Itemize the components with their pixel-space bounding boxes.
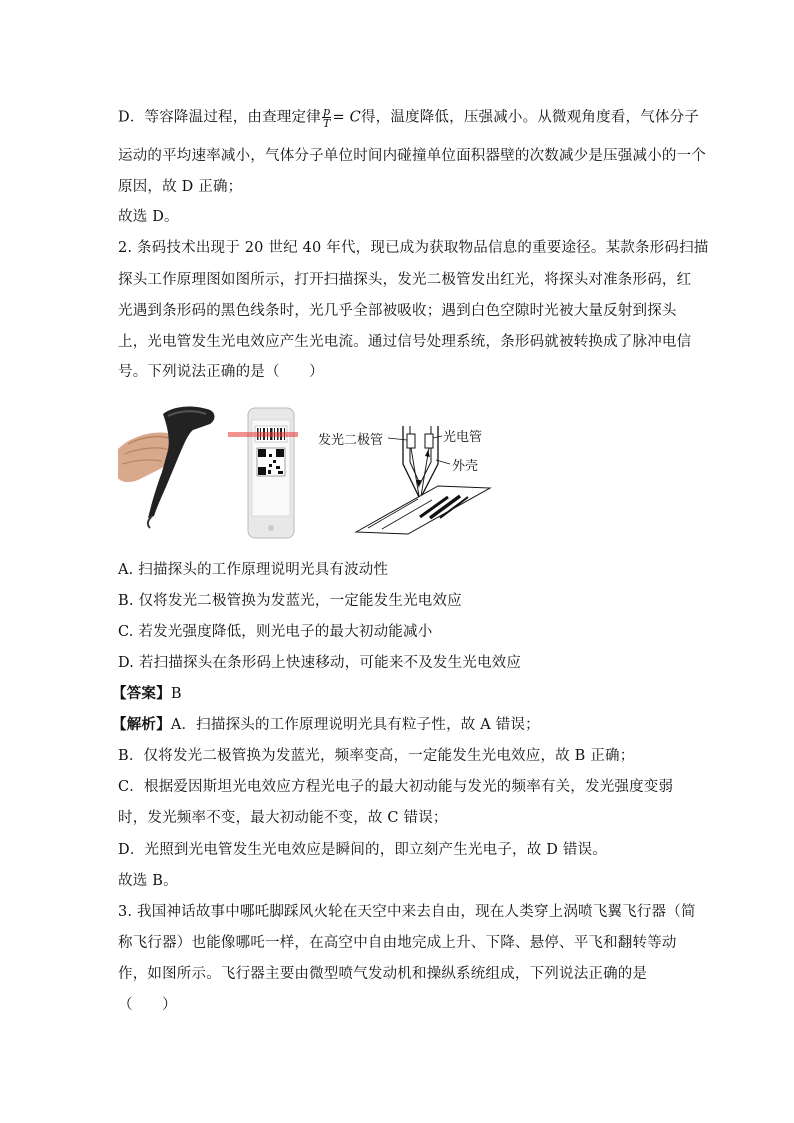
q2-analysis-line-3: C．根据爱因斯坦光电效应方程光电子的最大初动能与发光的频率有关，发光强度变弱 <box>118 779 674 795</box>
q1-d-eq: = C <box>332 109 361 126</box>
handheld-scanner-photo <box>118 407 215 528</box>
q2-analysis-line-1: 【解析】A．扫描探头的工作原理说明光具有粒子性，故 A 错误； <box>112 716 540 733</box>
label-led: 发光二极管 <box>318 433 384 448</box>
q1-text-line-3: 原因，故 D 正确； <box>118 179 243 195</box>
q1-d-suffix: 得，温度降低，压强减小。从微观角度看，气体分子 <box>360 109 700 126</box>
q2-analysis-line-4: 时，发光频率不变，最大初动能不变，故 C 错误； <box>118 810 448 826</box>
q2-option-a: A. 扫描探头的工作原理说明光具有波动性 <box>118 562 389 578</box>
q2-stem-line-3: 光遇到条形码的黑色线条时，光几乎全部被吸收；遇到白色空隙时光被大量反射到探头 <box>118 303 677 319</box>
q1-conclusion: 故选 D。 <box>118 209 179 225</box>
q2-stem-line-2: 探头工作原理图如图所示，打开扫描探头，发光二极管发出红光，将探头对准条形码，红 <box>118 272 692 288</box>
q2-conclusion: 故选 B。 <box>118 873 178 889</box>
q2-stem-line-4: 上，光电管发生光电效应产生光电流。通过信号处理系统，条形码就被转换成了脉冲电信 <box>118 334 692 350</box>
q2-option-b: B. 仅将发光二极管换为发蓝光，一定能发生光电效应 <box>118 593 462 609</box>
q1-option-d-line <box>118 106 699 129</box>
analysis-tag: 【解析】 <box>112 716 171 733</box>
q3-stem-line-1: 3. 我国神话故事中哪吒脚踩风火轮在天空中来去自由，现在人类穿上涡喷飞翼飞行器（简 <box>118 904 696 920</box>
q3-stem-line-3: 作，如图所示。飞行器主要由微型喷气发动机和操纵系统组成，下列说法正确的是 <box>118 966 648 982</box>
label-phototube: 光电管 <box>443 430 483 445</box>
q2-stem-line-1: 2. 条码技术出现于 20 世纪 40 年代，现已成为获取物品信息的重要途径。某款条形码扫描 <box>118 240 709 256</box>
answer-tag: 【答案】 <box>112 685 171 702</box>
q2-option-d: D. 若扫描探头在条形码上快速移动，可能来不及发生光电效应 <box>118 655 522 671</box>
smartphone-photo <box>228 408 298 538</box>
q2-analysis-line-5: D．光照到光电管发生光电效应是瞬间的，即立刻产生光电子，故 D 错误。 <box>118 842 607 858</box>
q2-option-c: C. 若发光强度降低，则光电子的最大初动能减小 <box>118 624 433 640</box>
q1-text-line-2: 运动的平均速率减小，气体分子单位时间内碰撞单位面积器壁的次数减少是压强减小的一个 <box>118 148 706 164</box>
q1-d-prefix: D．等容降温过程，由查理定律 <box>118 109 321 126</box>
charles-law-fraction: $\frac{p}{T}$ <box>322 105 331 130</box>
label-shell: 外壳 <box>452 459 479 474</box>
q3-stem-line-2: 称飞行器）也能像哪吒一样，在高空中自由地完成上升、下降、悬停、平飞和翻转等动 <box>118 935 677 951</box>
q2-stem-line-5: 号。下列说法正确的是（ ） <box>118 364 324 380</box>
q2-figure <box>118 404 498 544</box>
q3-stem-line-4: （ ） <box>118 997 177 1013</box>
phototube-symbol <box>425 434 433 448</box>
q2-answer-line <box>112 684 182 704</box>
barcode-scanner-figure <box>118 404 498 544</box>
led-symbol <box>407 434 415 448</box>
q2-analysis-line-2: B．仅将发光二极管换为发蓝光，频率变高，一定能发生光电效应，故 B 正确； <box>118 748 635 764</box>
answer-value: B <box>170 686 182 702</box>
